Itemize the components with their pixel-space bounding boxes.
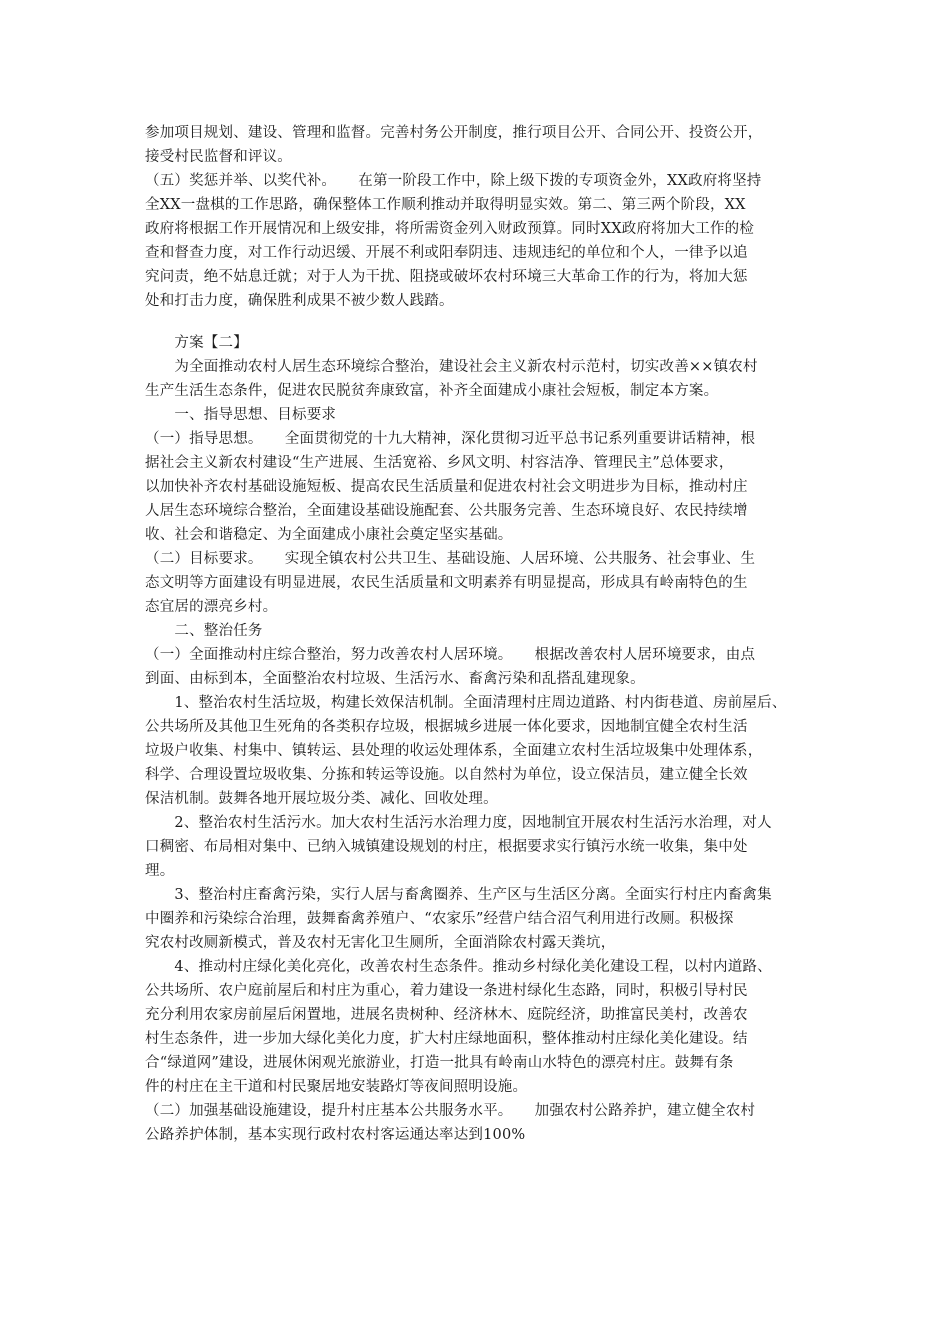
text-line: 公共场所及其他卫生死角的各类积存垃圾，根据城乡进展一体化要求，因地制宜健全农村生活 bbox=[145, 719, 748, 735]
blank-line bbox=[145, 313, 810, 331]
text-line: 参加项目规划、建设、管理和监督。完善村务公开制度，推行项目公开、合同公开、投资公开， bbox=[145, 125, 763, 141]
text-line: 4、推动村庄绿化美化亮化，改善农村生态条件。推动乡村绿化美化建设工程，以村内道路、 bbox=[145, 959, 772, 975]
text-line bbox=[145, 1147, 810, 1171]
text-line: 全XX一盘棋的工作思路，确保整体工作顺利推动并取得明显实效。第二、第三两个阶段，XX bbox=[145, 197, 746, 213]
text-line: （二）目标要求。 实现全镇农村公共卫生、基础设施、人居环境、公共服务、社会事业、生 bbox=[145, 551, 756, 567]
document-body bbox=[145, 121, 810, 1171]
text-line: 村生态条件，进一步加大绿化美化力度，扩大村庄绿地面积，整体推动村庄绿化美化建设。结 bbox=[145, 1031, 748, 1047]
text-line: 接受村民监督和评议。 bbox=[145, 149, 292, 165]
text-line: 充分利用农家房前屋后闲置地，进展名贵树种、经济林木、庭院经济，助推富民美村，改善农 bbox=[145, 1007, 748, 1023]
text-line: 态文明等方面建设有明显进展，农民生活质量和文明素养有明显提高，形成具有岭南特色的生 bbox=[145, 575, 748, 591]
text-line: 中圈养和污染综合治理，鼓舞畜禽养殖户、“农家乐”经营户结合沼气利用进行改厕。积极探 bbox=[145, 911, 734, 927]
text-line: 1、整治农村生活垃圾，构建长效保洁机制。全面清理村庄周边道路、村内街巷道、房前屋后、 bbox=[145, 695, 787, 711]
text-line: （二）加强基础设施建设，提升村庄基本公共服务水平。 加强农村公路养护，建立健全农村 bbox=[145, 1103, 756, 1119]
text-line: 收、社会和谐稳定、为全面建成小康社会奠定坚实基础。 bbox=[145, 527, 513, 543]
text-line: （五）奖惩并举、以奖代补。 在第一阶段工作中，除上级下拨的专项资金外，XX政府将坚持 bbox=[145, 173, 762, 189]
section-heading: 一、指导思想、目标要求 bbox=[145, 407, 337, 423]
text-line: 处和打击力度，确保胜利成果不被少数人践踏。 bbox=[145, 293, 454, 309]
text-line: 3、整治村庄畜禽污染，实行人居与畜禽圈养、生产区与生活区分离。全面实行村庄内畜禽集 bbox=[145, 887, 772, 903]
text-line: 公共场所、农户庭前屋后和村庄为重心，着力建设一条进村绿化生态路，同时，积极引导村民 bbox=[145, 983, 748, 999]
text-line: 科学、合理设置垃圾收集、分拣和转运等设施。以自然村为单位，设立保洁员，建立健全长效 bbox=[145, 767, 748, 783]
section-heading: 二、整治任务 bbox=[145, 623, 263, 639]
text-line: 究问责，绝不姑息迁就；对于人为干扰、阻挠或破坏农村环境三大革命工作的行为，将加大惩 bbox=[145, 269, 748, 285]
text-line: 口稠密、布局相对集中、已纳入城镇建设规划的村庄，根据要求实行镇污水统一收集，集中处 bbox=[145, 839, 748, 855]
text-line: 人居生态环境综合整治，全面建设基础设施配套、公共服务完善、生态环境良好、农民持续增 bbox=[145, 503, 748, 519]
text-line: 为全面推动农村人居生态环境综合整治，建设社会主义新农村示范村，切实改善××镇农村 bbox=[145, 359, 758, 375]
text-line: 理。 bbox=[145, 863, 175, 879]
text-line: 垃圾户收集、村集中、镇转运、县处理的收运处理体系，全面建立农村生活垃圾集中处理体系， bbox=[145, 743, 763, 759]
text-line: 合“绿道网”建设，进展休闲观光旅游业，打造一批具有岭南山水特色的漂亮村庄。鼓舞有条 bbox=[145, 1055, 734, 1071]
text-line: （一）指导思想。 全面贯彻党的十九大精神，深化贯彻习近平总书记系列重要讲话精神，根 bbox=[145, 431, 756, 447]
text-line: 查和督查力度，对工作行动迟缓、开展不利或阳奉阴违、违规违纪的单位和个人，一律予以追 bbox=[145, 245, 748, 261]
text-line: 到面、由标到本，全面整治农村垃圾、生活污水、畜禽污染和乱搭乱建现象。 bbox=[145, 671, 645, 687]
text-line: 态宜居的漂亮乡村。 bbox=[145, 599, 278, 615]
text-line: 保洁机制。鼓舞各地开展垃圾分类、减化、回收处理。 bbox=[145, 791, 498, 807]
text-line: 政府将根据工作开展情况和上级安排，将所需资金列入财政预算。同时XX政府将加大工作的检 bbox=[145, 221, 755, 237]
text-line: （一）全面推动村庄综合整治，努力改善农村人居环境。 根据改善农村人居环境要求，由点 bbox=[145, 647, 756, 663]
text-line: 公路养护体制，基本实现行政村农村客运通达率达到100% bbox=[145, 1127, 526, 1143]
text-line: 以加快补齐农村基础设施短板、提高农民生活质量和促进农村社会文明进步为目标，推动村庄 bbox=[145, 479, 748, 495]
text-line: 究农村改厕新模式，普及农村无害化卫生厕所，全面消除农村露天粪坑， bbox=[145, 935, 616, 951]
text-line: 据社会主义新农村建设“生产进展、生活宽裕、乡风文明、村容洁净、管理民主”总体要求， bbox=[145, 455, 734, 471]
text-line: 生产生活生态条件，促进农民脱贫奔康致富，补齐全面建成小康社会短板，制定本方案。 bbox=[145, 383, 719, 399]
section-heading: 方案【二】 bbox=[145, 335, 248, 351]
text-line: 件的村庄在主干道和村民聚居地安装路灯等夜间照明设施。 bbox=[145, 1079, 528, 1095]
text-line: 2、整治农村生活污水。加大农村生活污水治理力度，因地制宜开展农村生活污水治理，对人 bbox=[145, 815, 772, 831]
